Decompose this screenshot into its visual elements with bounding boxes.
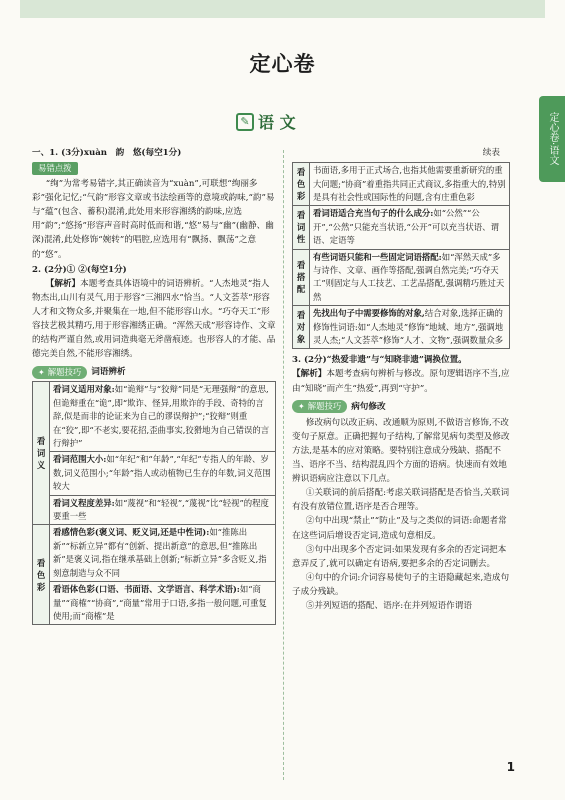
table-cell	[50, 582, 276, 625]
table-row	[293, 163, 510, 206]
table-row	[293, 306, 510, 349]
category-cell	[293, 306, 310, 349]
page-number: 1	[506, 760, 515, 774]
key-icon: ✦	[298, 402, 305, 412]
word-analysis-table	[32, 381, 276, 625]
category-label: 看色彩	[296, 167, 306, 202]
subject-label: 语 文	[258, 113, 296, 132]
row-lead: 先找出句子中需要修饰的对象,	[313, 308, 425, 319]
row-text: 如“诡辩”与“狡辩”同是“无理强辩”的意思,但诡辩重在“诡”,即“欺诈、怪异,用欺诈的手段、奇特的言辞,似是而非的论证来为自己的谬误辩护”;“狡辩”则重在“狡”,即“不老实,要花招,歪曲事实,狡猾地为自己错误的言行辩护”	[53, 384, 270, 449]
left-column	[32, 146, 276, 625]
page-title: 定心卷	[249, 52, 316, 76]
row-text: 结合对象,选择正确的修饰性词语:如“人杰地灵”修饰“地域、地方”,强调地灵人杰;“人文荟萃”修饰“人才、文物”,强调数量众多	[313, 308, 504, 345]
table-row	[33, 525, 276, 582]
q1-body: “绚”为常考易错字,其正确读音为“xuàn”,可联想“绚丽多彩”强化记忆;“气韵”形容文章或书法绘画等的意境或韵味,“韵”易与“蕴”(包含、蓄积)混淆,此处用来形容湘绣的韵味,应选用“韵”;“悠扬”形容声音时高时低而和谐,“悠”易与“幽”(幽静、幽深)混淆,此处修饰“婉转”的唱腔,应选用有“飘扬、飘荡”之意的“悠”。	[32, 179, 275, 260]
q3-analysis-label: 【解析】	[292, 369, 327, 380]
row-text: 如“浑然天成”多与诗作、文章、画作等搭配,强调自然完美;“巧夺天工”则固定与人工技艺、工艺品搭配,强调精巧胜过天然	[313, 251, 505, 302]
category-cell	[293, 249, 310, 306]
paragraph: 修改病句以改正病、改通顺为原则,不做语言修饰,不改变句子原意。正确把握句子结构,了解常见病句类型及修改方法,是基本的应对策略。要特别注意成分残缺、搭配不当、语序不当、结构混乱四个方面的语病。快速而有效地辨识语病应注意以下几点。	[292, 417, 510, 485]
row-lead: 看词义适用对象:	[53, 384, 115, 395]
right-column	[292, 146, 510, 613]
tip-title: 病句修改	[351, 401, 386, 412]
table-row	[293, 249, 510, 306]
q1-tag: 易错点拨	[32, 162, 78, 175]
row-text: 书面语,多用于正式场合,也指其他需要重新研究的重大问题;“协商”着重指共同正式商议,多指重大的,特别是具有社会性或国际性的问题,含有庄重色彩	[313, 165, 506, 202]
row-text: 如“推陈出新”“标新立异”都有“创新、提出新意”的意思,但“推陈出新”是褒义词,指在继承基础上创新;“标新立异”多含贬义,指刻意制造与众不同	[53, 527, 267, 578]
table-cell	[310, 306, 510, 349]
row-lead: 看词范围大小:	[53, 454, 107, 465]
q2-analysis-label: 【解析】	[45, 278, 81, 289]
q1-heading: 一、1. (3分)xuàn 韵 悠(每空1分)	[32, 148, 182, 158]
table-cell	[50, 495, 276, 525]
tip-header-sentence	[292, 400, 510, 414]
category-label: 看词义	[36, 436, 46, 471]
row-text: 如“公然”“公开”,“公然”只能充当状语,“公开”可以充当状语、谓语、定语等	[313, 208, 499, 246]
q2-analysis	[32, 277, 276, 362]
top-banner	[20, 0, 545, 18]
category-label: 看对象	[296, 310, 306, 345]
tip-header-word	[32, 365, 276, 379]
row-lead: 看词义程度差异:	[53, 497, 115, 508]
q3-heading: 3. (2分)“热爱非遗”与“知晓非遗”调换位置。	[292, 355, 467, 366]
tip-badge	[292, 400, 347, 413]
q2-heading: 2. (2分)① ②(每空1分)	[32, 264, 127, 275]
row-lead: 看语体色彩(口语、书面语、文学语言、科学术语):	[53, 584, 240, 595]
table-row	[33, 495, 276, 525]
category-cell	[33, 382, 50, 525]
table-row	[33, 452, 276, 495]
table-cell	[50, 452, 276, 495]
category-label: 看色彩	[36, 557, 46, 592]
pen-icon: ✎	[236, 113, 254, 131]
paragraph: ④句中的介词:介词容易使句子的主语隐藏起来,造成句子成分残缺。	[292, 572, 510, 597]
key-icon: ✦	[38, 367, 45, 377]
table-cell	[310, 206, 510, 249]
table-cell	[50, 382, 276, 452]
row-text: 如“年纪”和“年龄”,“年纪”专指人的年龄、岁数,词义范围小;“年龄”指人或动植物已生存的年数,词义范围较大	[53, 454, 271, 492]
tip-badge-label: 解题技巧	[47, 366, 82, 377]
table-row	[293, 206, 510, 249]
row-lead: 看感情色彩(褒义词、贬义词,还是中性词):	[53, 527, 210, 538]
table-cell	[310, 249, 510, 306]
table-cell	[310, 163, 510, 206]
row-text: 如“蔑视”和“轻视”,“蔑视”比“轻视”的程度要重一些	[53, 497, 269, 522]
paragraph: ②句中出现“禁止”“防止”及与之类似的词语:命题者常在这些词后增设否定词,造成句意相反。	[292, 516, 507, 541]
paragraph: ③句中出现多个否定词:如果发现有多余的否定词把本意弄反了,就可以确定有语病,要把多余的否定词删去。	[292, 544, 507, 569]
row-text: 如“商量”“商榷”“协商”,“商量”常用于口语,多指一般问题,可重复使用;而“商榷”是	[53, 584, 267, 621]
word-analysis-table-continued	[292, 162, 510, 349]
category-cell	[293, 163, 310, 206]
q2-analysis-text: 本题考查具体语境中的词语辨析。“人杰地灵”指人物杰出,山川有灵气,用于形容“三湘四水”恰当。“人文荟萃”形容人才和文物众多,并聚集在一地,但不能形容山水。“巧夺天工”形容技艺极其精巧,用于形容湘绣正确。“浑然天成”形容诗作、文章的结构严谨自然,或用词造典毫无斧凿痕迹。也形容人的才能、品德完美自然,不能形容湘绣。	[32, 278, 276, 360]
category-cell	[33, 525, 50, 625]
row-lead: 看词语适合充当句子的什么成分:	[313, 208, 434, 219]
paragraph: ⑤并列短语的搭配、语序:在并列短语作谓语	[305, 600, 472, 611]
category-cell	[293, 206, 310, 249]
side-tab[interactable]: 定心卷·语文	[539, 96, 565, 182]
continued-label: 续表	[482, 148, 500, 158]
table-cell	[50, 525, 276, 582]
column-divider	[283, 150, 284, 780]
category-label: 看词性	[296, 210, 306, 245]
row-lead: 有些词语只能和一些固定词语搭配:	[313, 251, 442, 262]
tip-badge-label: 解题技巧	[307, 401, 342, 412]
q3-analysis	[292, 367, 510, 395]
category-label: 看搭配	[296, 260, 306, 295]
tip-title: 词语辨析	[91, 367, 126, 378]
table-row	[33, 382, 276, 452]
tip-badge	[32, 366, 87, 379]
paragraph: ①关联词的前后搭配:考虑关联词搭配是否恰当,关联词有没有放错位置,语序是否合理等。	[292, 488, 510, 513]
table-row	[33, 582, 276, 625]
subject-heading	[236, 110, 296, 133]
q3-analysis-text: 本题考查病句辨析与修改。原句逻辑语序不当,应由“知晓”而产生“热爱”,再到“守护”。	[292, 369, 510, 394]
